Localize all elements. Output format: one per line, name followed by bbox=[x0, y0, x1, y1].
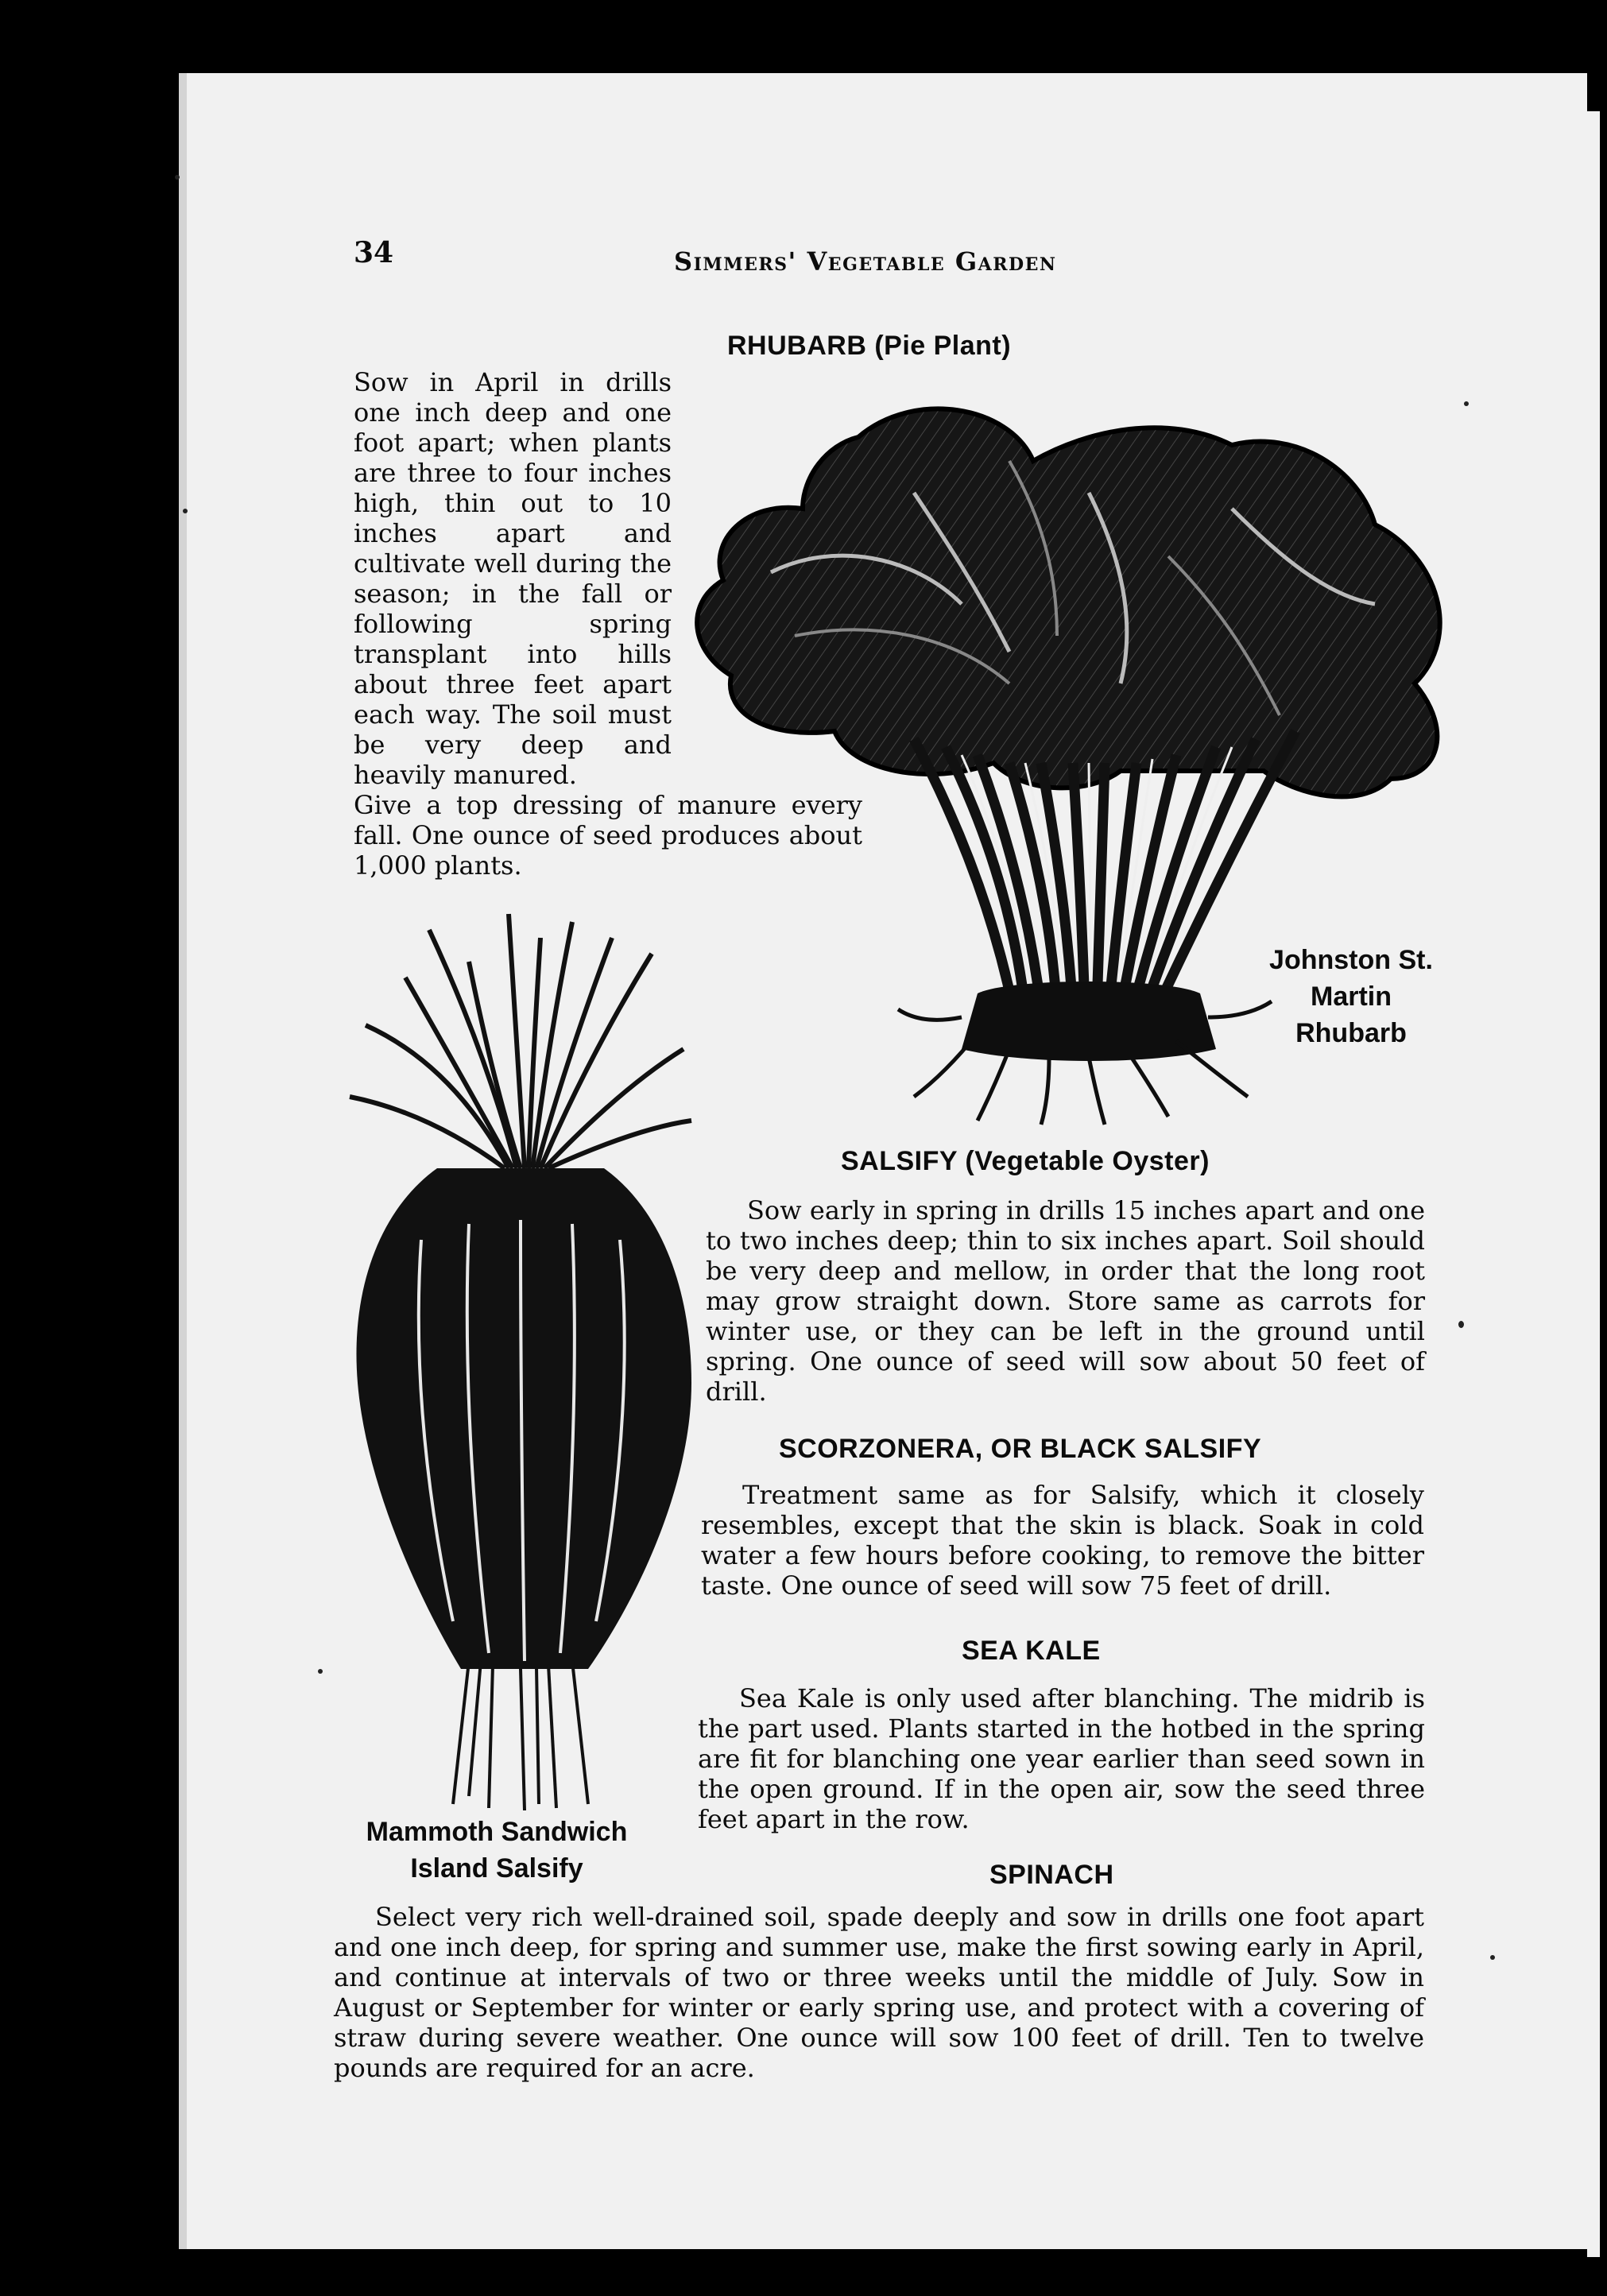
scan-speck bbox=[1458, 1321, 1464, 1328]
rhubarb-crown bbox=[962, 982, 1216, 1061]
page-number: 34 bbox=[354, 236, 394, 269]
rhubarb-text-column: Sow in April in drills one inch deep and one foot apart; when plants are three to four inches high, thin out to 10 inches apart and cultivate well during the season; in the fall or following spring transplant into hills about three feet apart each way. The soil must be very deep and heavily manured. bbox=[354, 367, 672, 790]
scan-speck bbox=[1490, 1955, 1495, 1960]
rhubarb-text-wide: Give a top dressing of manure every fall. One ounce of seed produces about 1,000 plants. bbox=[354, 790, 862, 881]
running-head: Simmers' Vegetable Garden bbox=[674, 246, 1057, 277]
spinach-text: Select very rich well-drained soil, spade deeply and sow in drills one foot apart and one inch deep, for spring and summer use, make the first sowing early in April, and continue at intervals of two or three weeks until the middle of July. Sow in August or September for winter or early spring use, and protect with a covering of straw during severe weather. One ounce will sow 100 feet of drill. Ten to twelve pounds are required for an acre. bbox=[334, 1902, 1424, 2083]
salsify-caption: Mammoth Sandwich Island Salsify bbox=[366, 1817, 628, 1884]
salsify-leaves bbox=[350, 914, 691, 1168]
spinach-heading: SPINACH bbox=[989, 1860, 1114, 1890]
salsify-text: Sow early in spring in drills 15 inches apart and one to two inches deep; thin to six inches apart. Soil should be very deep and mellow, in order that the long root may grow straight down. Store same as carrots for winter use, or they can be left in the ground until spring. One ounce of seed will sow about 50 feet of drill. bbox=[706, 1195, 1425, 1407]
scan-speck bbox=[318, 1669, 323, 1674]
scorzonera-heading: SCORZONERA, OR BLACK SALSIFY bbox=[779, 1434, 1262, 1464]
scan-speck bbox=[175, 175, 180, 180]
next-page-edge bbox=[1587, 111, 1600, 2257]
scan-speck bbox=[1464, 401, 1469, 406]
rhubarb-heading: RHUBARB (Pie Plant) bbox=[727, 331, 1012, 361]
sea-kale-heading: SEA KALE bbox=[962, 1636, 1101, 1666]
rhubarb-leaf bbox=[697, 408, 1440, 796]
sea-kale-text: Sea Kale is only used after blanching. The midrib is the part used. Plants started in the hotbed in the spring are fit for blanching one year earlier than seed sown in the open ground. If in the open air, sow the seed three feet apart in the row. bbox=[698, 1683, 1425, 1834]
rhubarb-caption: Johnston St. Martin Rhubarb bbox=[1269, 945, 1433, 1048]
scorzonera-text: Treatment same as for Salsify, which it closely resembles, except that the skin is black. Soak in cold water a few hours before cooking, to remove the bitter taste. One ounce of seed will sow 75 feet of drill. bbox=[701, 1480, 1424, 1601]
salsify-root-illustration bbox=[334, 906, 707, 1812]
scan-speck bbox=[183, 509, 188, 513]
salsify-heading: SALSIFY (Vegetable Oyster) bbox=[841, 1146, 1210, 1176]
rhubarb-stalks bbox=[914, 731, 1295, 1009]
